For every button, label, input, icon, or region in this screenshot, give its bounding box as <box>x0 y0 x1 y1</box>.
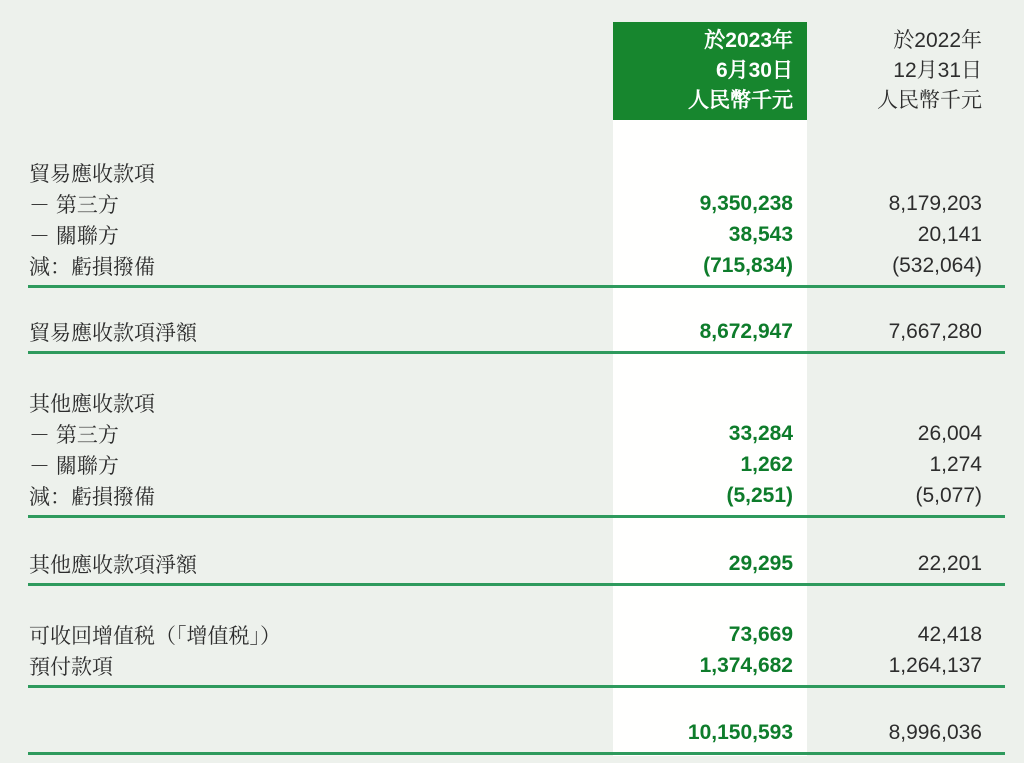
row-label: 貿易應收款項淨額 <box>29 321 197 345</box>
value-2022: 8,179,203 <box>888 191 982 215</box>
column-header-2023 <box>613 22 807 120</box>
receivables-table <box>0 157 1024 755</box>
column-header-2022-date-day: 12月31日 <box>893 59 982 82</box>
table-row <box>0 619 1024 650</box>
value-2023: 10,150,593 <box>687 720 793 744</box>
row-label: － 關聯方 <box>29 224 119 248</box>
row-label: 預付款項 <box>29 655 113 679</box>
column-header-2023-date-year: 於2023年 <box>704 29 793 52</box>
value-2022: 20,141 <box>917 222 982 246</box>
column-header-2022-currency: 人民幣千元 <box>877 89 982 112</box>
column-header-2022 <box>807 22 1024 120</box>
row-label: 其他應收款項淨額 <box>29 553 197 577</box>
value-2023: 29,295 <box>728 551 793 575</box>
table-row <box>0 418 1024 449</box>
column-header-2022-date-year: 於2022年 <box>893 29 982 52</box>
value-2023: 1,262 <box>740 452 793 476</box>
table-row <box>0 250 1024 281</box>
section-heading: 貿易應收款項 <box>29 162 155 186</box>
value-2022: 7,667,280 <box>888 319 982 343</box>
row-label: 可收回增值税（「增值税」） <box>29 624 281 648</box>
horizontal-rule-bottom <box>28 752 1005 755</box>
table-row <box>0 219 1024 250</box>
value-2022: 8,996,036 <box>888 720 982 744</box>
total-row <box>0 717 1024 748</box>
value-2023: 9,350,238 <box>699 191 793 215</box>
value-2022: 1,274 <box>929 452 982 476</box>
row-label: 減：虧損撥備 <box>29 255 155 279</box>
value-2022: (5,077) <box>915 483 982 507</box>
section-heading-row <box>0 157 1024 188</box>
column-header-2023-date-day: 6月30日 <box>715 59 793 82</box>
table-row <box>0 449 1024 480</box>
row-label: － 第三方 <box>29 423 119 447</box>
value-2022: 42,418 <box>917 622 982 646</box>
section-heading-row <box>0 387 1024 418</box>
table-row <box>0 188 1024 219</box>
subtotal-row <box>0 316 1024 347</box>
value-2022: 1,264,137 <box>888 653 982 677</box>
table-row <box>0 650 1024 681</box>
value-2023: (715,834) <box>703 253 793 277</box>
value-2023: (5,251) <box>726 483 793 507</box>
value-2023: 38,543 <box>728 222 793 246</box>
value-2023: 33,284 <box>728 421 793 445</box>
column-header-2023-currency: 人民幣千元 <box>688 89 793 112</box>
subtotal-row <box>0 548 1024 579</box>
value-2023: 8,672,947 <box>699 319 793 343</box>
value-2022: 26,004 <box>917 421 982 445</box>
section-heading: 其他應收款項 <box>29 392 155 416</box>
row-label: － 第三方 <box>29 193 119 217</box>
value-2023: 73,669 <box>728 622 793 646</box>
row-label: 減：虧損撥備 <box>29 485 155 509</box>
value-2022: 22,201 <box>917 551 982 575</box>
value-2022: (532,064) <box>892 253 982 277</box>
value-2023: 1,374,682 <box>699 653 793 677</box>
table-row <box>0 480 1024 511</box>
row-label: － 關聯方 <box>29 454 119 478</box>
